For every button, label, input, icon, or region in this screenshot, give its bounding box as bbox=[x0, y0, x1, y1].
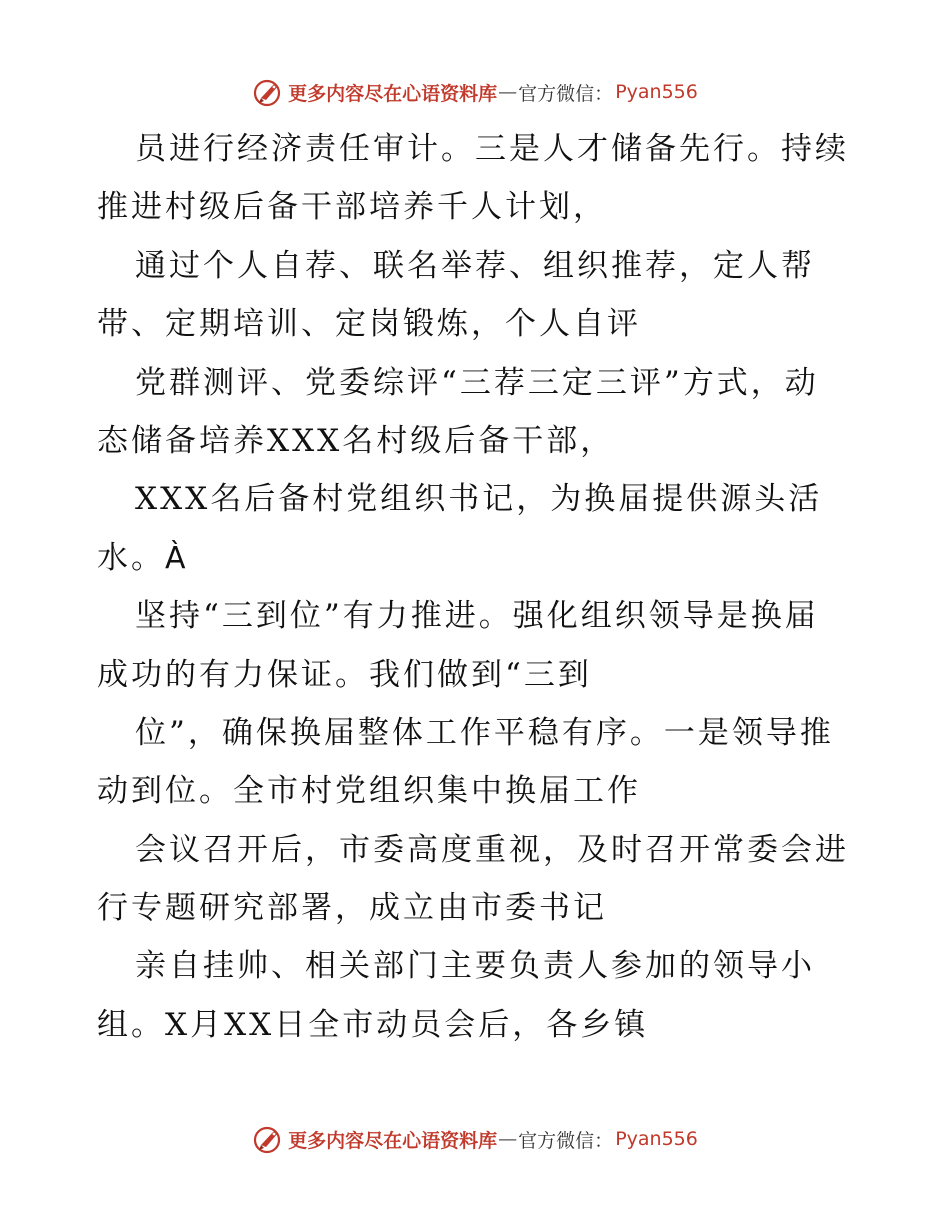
body-line: 亲自挂帅、相关部门主要负责人参加的领导小 bbox=[135, 948, 815, 985]
body-line: 推进村级后备干部培养千人计划， bbox=[97, 189, 607, 226]
body-line-text: 水。 bbox=[97, 539, 165, 576]
body-line: 会议召开后，市委高度重视，及时召开常委会进 bbox=[135, 831, 849, 868]
header-banner bbox=[0, 72, 950, 112]
footer-slogan: 更多内容尽在心语资料库 bbox=[288, 1129, 498, 1152]
body-line: 通过个人自荐、联名举荐、组织推荐，定人帮 bbox=[135, 247, 815, 284]
body-line: 态储备培养XXX名村级后备干部， bbox=[97, 422, 615, 459]
body-line: 员进行经济责任审计。三是人才储备先行。持续 bbox=[135, 131, 849, 167]
body-line: 组。X月XX日全市动员会后，各乡镇 bbox=[97, 1006, 649, 1043]
header-dash: — bbox=[498, 81, 518, 103]
footer-banner bbox=[0, 1119, 950, 1159]
body-line: 位”，确保换届整体工作平稳有序。一是领导推 bbox=[135, 714, 834, 751]
footer-wechat-label: 官方微信： bbox=[518, 1129, 614, 1152]
footer-dash: — bbox=[498, 1128, 518, 1150]
body-text bbox=[97, 120, 867, 1054]
body-line: 动到位。全市村党组织集中换届工作 bbox=[97, 773, 641, 810]
footer-wechat-id: Pyan556 bbox=[615, 1128, 698, 1150]
pen-nib-logo-icon bbox=[252, 76, 284, 108]
body-line: 成功的有力保证。我们做到“三到 bbox=[97, 656, 592, 693]
body-line: 坚持“三到位”有力推进。强化组织领导是换届 bbox=[135, 598, 819, 635]
body-line: 行专题研究部署，成立由市委书记 bbox=[97, 890, 607, 927]
body-line: XXX名后备村党组织书记，为换届提供源头活 bbox=[135, 481, 823, 518]
body-line: 党群测评、党委综评“三荐三定三评”方式，动 bbox=[135, 364, 819, 401]
body-line: 带、定期培训、定岗锻炼，个人自评 bbox=[97, 306, 641, 343]
header-wechat-id: Pyan556 bbox=[615, 81, 698, 103]
header-wechat-label: 官方微信： bbox=[518, 82, 614, 105]
body-line-with-glyph bbox=[97, 529, 867, 587]
pen-nib-logo-icon bbox=[252, 1123, 284, 1155]
stray-glyph: À bbox=[165, 540, 186, 576]
header-slogan: 更多内容尽在心语资料库 bbox=[288, 82, 498, 105]
